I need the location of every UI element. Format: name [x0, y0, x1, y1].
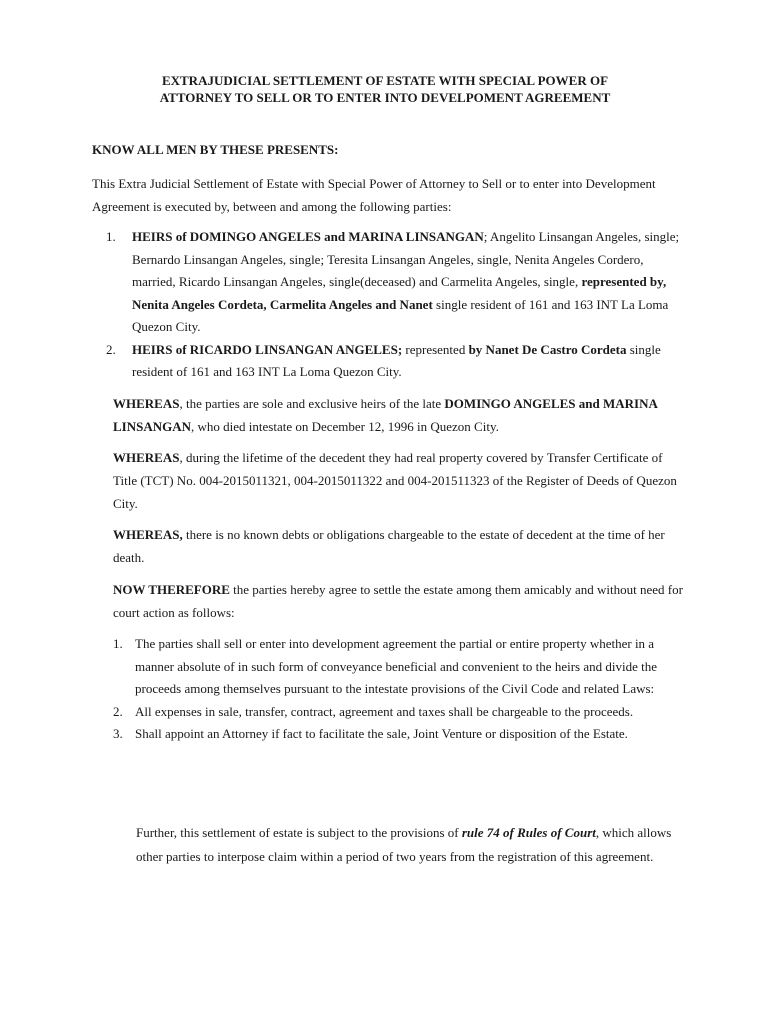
clause-lead: WHEREAS [113, 450, 180, 465]
now-therefore-clause [113, 578, 683, 624]
further-text: Further, this settlement of estate is subject to the provisions of [136, 825, 462, 840]
clause-lead: NOW THEREFORE [113, 582, 230, 597]
clause-bold-names: DOMINGO ANGELES and MARINA LINSANGAN [113, 396, 658, 434]
clause-text-end: , who died intestate on December 12, 1996 in Quezon City. [191, 419, 499, 434]
section-heading: KNOW ALL MEN BY THESE PRESENTS: [92, 142, 339, 157]
further-text-end: , which allows other parties to interpose claim within a period of two years from the registration of this agreement. [136, 825, 672, 864]
term-item [113, 633, 683, 701]
party-heirs-name: HEIRS of DOMINGO ANGELES and MARINA LINSANGAN [132, 229, 484, 244]
document-title [80, 72, 690, 106]
term-number: 1. [113, 636, 123, 651]
party-number: 1. [106, 229, 116, 244]
intro-paragraph: This Extra Judicial Settlement of Estate with Special Power of Attorney to Sell or to enter into Development Agreement is executed by, between and among the following parties: [92, 176, 656, 214]
term-number: 2. [113, 703, 123, 719]
party-heirs-name: HEIRS of RICARDO LINSANGAN ANGELES; [132, 341, 403, 357]
clause-lead: WHEREAS, [113, 527, 183, 542]
term-text: All expenses in sale, transfer, contract, agreement and taxes shall be chargeable to the proceeds. [135, 703, 634, 719]
clause-text: the parties hereby agree to settle the estate among them amicably and without need for court action as follows: [113, 582, 683, 620]
title-line-1: EXTRAJUDICIAL SETTLEMENT OF ESTATE WITH SPECIAL POWER OF [161, 73, 609, 88]
clause-text: , during the lifetime of the decedent they had real property covered by Transfer Certificate of Title (TCT) No. 004-2015011321, 004-2015011322 and 004-201511323 of the Register of Deeds of Quezon City. [113, 450, 677, 511]
term-text: Shall appoint an Attorney if fact to facilitate the sale, Joint Venture or disposition of the Estate. [135, 726, 628, 741]
title-line-2: ATTORNEY TO SELL OR TO ENTER INTO DEVELPOMENT AGREEMENT [159, 90, 611, 105]
party-residence: single resident of 161 and 163 INT La Loma Quezon City. [132, 296, 669, 334]
party-representative: represented by, Nenita Angeles Cordeta, Carmelita Angeles and Nanet [132, 274, 667, 312]
term-text: The parties shall sell or enter into development agreement the partial or entire property whether in a manner absolute of in such form of conveyance beneficial and convenient to the heirs and divide the proceeds among themselves pursuant to the intestate provisions of the Civil Code and related Laws: [135, 636, 657, 696]
whereas-clause-2 [113, 446, 683, 515]
clause-text: there is no known debts or obligations chargeable to the estate of decedent at the time of her death. [113, 527, 665, 565]
parties-list [100, 226, 682, 384]
whereas-clause-3 [113, 523, 683, 569]
party-residence: single resident of 161 and 163 INT La Loma Quezon City. [132, 341, 661, 379]
party-text: ; Angelito Linsangan Angeles, single; Bernardo Linsangan Angeles, single; Teresita Linsangan Angeles, single, Nenita Angeles Cordero, married, Ricardo Linsangan Angeles, single(deceased) and Carmelita Angeles, single, [132, 229, 680, 289]
rule-reference: rule 74 of Rules of Court [461, 825, 596, 840]
term-item [113, 723, 683, 746]
party-item [100, 339, 682, 384]
whereas-clause-1 [113, 392, 683, 438]
party-number: 2. [106, 341, 116, 357]
party-representative: by Nanet De Castro Cordeta [468, 341, 627, 357]
further-paragraph [136, 821, 686, 868]
clause-lead: WHEREAS [113, 396, 180, 411]
party-item [100, 226, 682, 339]
terms-list [113, 633, 683, 746]
term-item [113, 701, 683, 724]
term-number: 3. [113, 726, 123, 741]
party-text: represented [402, 341, 469, 357]
clause-text: , the parties are sole and exclusive heirs of the late [179, 396, 445, 411]
